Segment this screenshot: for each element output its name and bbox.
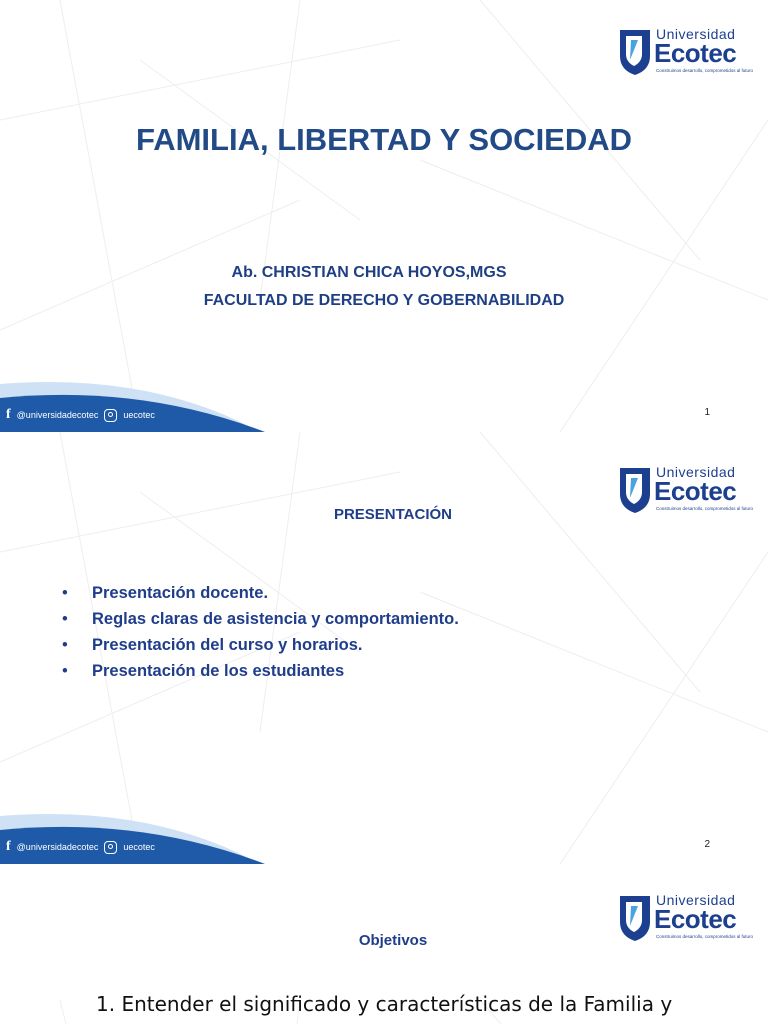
logo-tagline: Construimos desarrollo, comprometidos al futuro xyxy=(656,68,754,73)
logo-universidad-text: Universidad xyxy=(656,26,736,42)
facebook-handle: @universidadecotec xyxy=(16,410,99,420)
list-item: • Presentación del curso y horarios. xyxy=(62,632,459,658)
slide-2 xyxy=(0,432,768,864)
logo-ecotec-text: Ecotec xyxy=(654,476,737,506)
slide-3 xyxy=(0,864,768,1024)
logo-universidad-text: Universidad xyxy=(656,464,736,480)
logo-universidad-text: Universidad xyxy=(656,892,736,908)
logo-ecotec-text: Ecotec xyxy=(654,38,737,68)
bullet-list xyxy=(62,580,459,684)
slide-heading: Objetivos xyxy=(358,932,428,949)
logo-ecotec-text: Ecotec xyxy=(654,904,737,934)
facebook-icon: f xyxy=(6,839,11,854)
author-name: Ab. CHRISTIAN CHICA HOYOS,MGS xyxy=(231,264,507,281)
ecotec-logo xyxy=(618,24,754,84)
slide-1 xyxy=(0,0,768,432)
footer-social xyxy=(6,838,155,856)
facebook-icon: f xyxy=(6,407,11,422)
list-item: • Reglas claras de asistencia y comportamiento. xyxy=(62,606,459,632)
logo-tagline: Construimos desarrollo, comprometidos al futuro xyxy=(656,934,754,939)
footer-social xyxy=(6,406,155,424)
facebook-handle: @universidadecotec xyxy=(16,842,99,852)
instagram-handle: uecotec xyxy=(123,842,155,852)
author-block xyxy=(0,259,768,315)
slide-heading: PRESENTACIÓN xyxy=(333,506,453,523)
objective-item: 1. Entender el significado y características de la Familia y xyxy=(96,992,673,1016)
faculty-name: FACULTAD DE DERECHO Y GOBERNABILIDAD xyxy=(203,292,565,309)
slide-number: 1 xyxy=(704,407,710,418)
instagram-handle: uecotec xyxy=(123,410,155,420)
instagram-icon xyxy=(104,409,117,422)
logo-tagline: Construimos desarrollo, comprometidos al futuro xyxy=(656,506,754,511)
list-item: • Presentación de los estudiantes xyxy=(62,658,459,684)
list-item: • Presentación docente. xyxy=(62,580,459,606)
slide-number: 2 xyxy=(704,839,710,850)
slide-title: FAMILIA, LIBERTAD Y SOCIEDAD xyxy=(135,122,633,157)
ecotec-shield-icon xyxy=(618,26,652,76)
instagram-icon xyxy=(104,841,117,854)
